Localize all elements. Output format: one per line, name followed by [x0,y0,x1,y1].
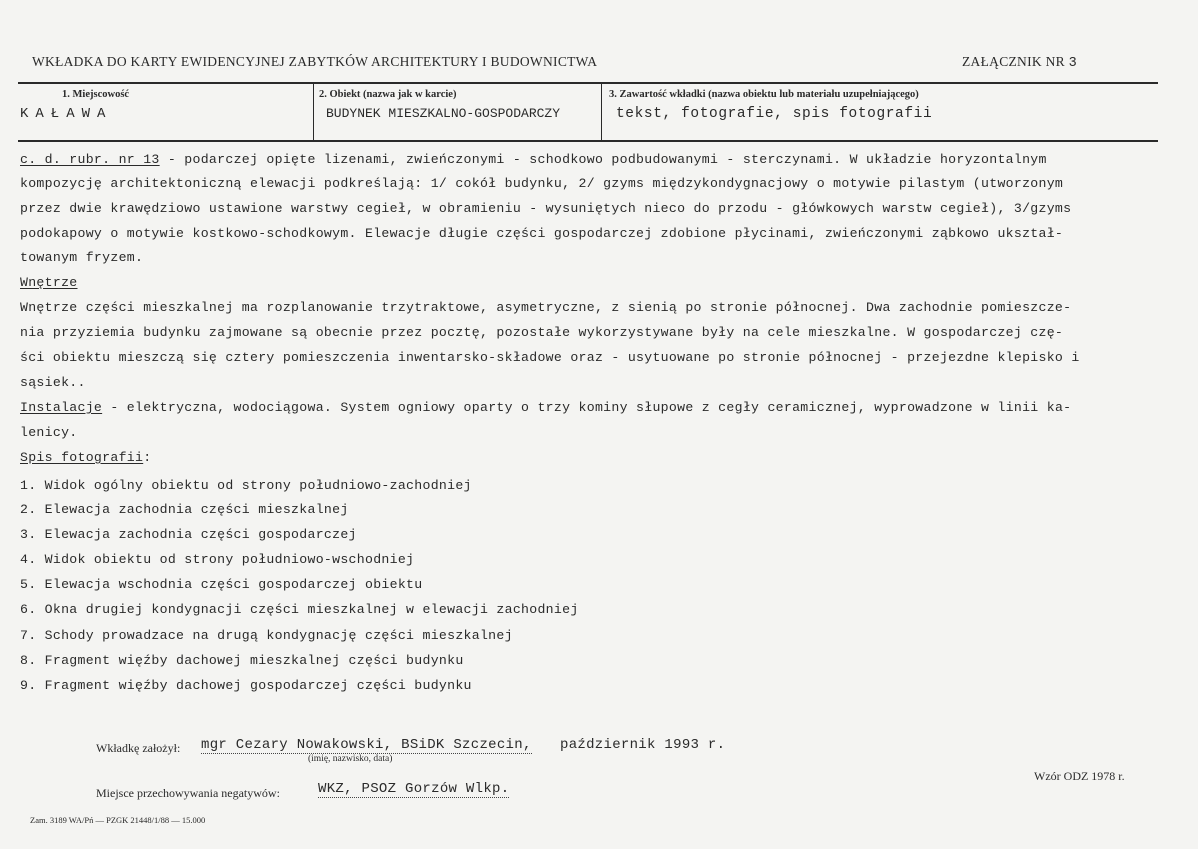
annex-label-text: ZAŁĄCZNIK NR [962,54,1065,69]
photo-item: 6. Okna drugiej kondygnacji części mieszkalnej w elewacji zachodniej [20,602,579,617]
author-value: mgr Cezary Nowakowski, BSiDK Szczecin, [201,737,532,753]
installations-line-2: lenicy. [20,425,78,440]
form-title: WKŁADKA DO KARTY EWIDENCYJNEJ ZABYTKÓW ARCHITEKTURY I BUDOWNICTWA [32,54,598,69]
photo-item: 9. Fragment więźby dachowej gospodarczej części budynku [20,678,472,693]
body-line-1 [20,152,1047,167]
negatives-label: Miejsce przechowywania negatywów: [96,786,280,800]
photo-item: 2. Elewacja zachodnia części mieszkalnej [20,502,349,517]
field-divider-2 [601,84,602,140]
body-line-4: podokapowy o motywie kostkowo-schodkowym. Elewacje długie części gospodarczej zdobione płycinami, zwieńczonymi ząbkowo ukształ- [20,226,1064,241]
installations-heading: Instalacje [20,400,103,415]
author-label: Wkładkę założył: [96,741,181,755]
photo-item: 8. Fragment więźby dachowej mieszkalnej części budynku [20,653,464,668]
contents-label: 3. Zawartość wkładki (nazwa obiektu lub materiału uzupełniającego) [609,89,919,100]
body-line-5: towanym fryzem. [20,250,144,265]
interior-line-2: nia przyziemia budynku zajmowane są obecnie przez pocztę, pozostałe wykorzystywane były na cele mieszkalne. W gospodarczej czę- [20,325,1064,340]
section-reference: c. d. rubr. nr 13 [20,152,160,167]
photo-item: 3. Elewacja zachodnia części gospodarczej [20,527,357,542]
photo-item: 4. Widok obiektu od strony południowo-wschodniej [20,552,415,567]
form-model: Wzór ODZ 1978 r. [1034,769,1125,783]
print-info: Zam. 3189 WA/Pń — PZGK 21448/1/88 — 15.000 [30,815,206,825]
author-hint: (imię, nazwisko, data) [308,754,393,764]
contents-value: tekst, fotografie, spis fotografii [616,106,933,122]
interior-line-1: Wnętrze części mieszkalnej ma rozplanowanie trzytraktowe, asymetryczne, z sienią po stronie północnej. Dwa zachodnie pomieszcze- [20,300,1072,315]
negatives-value: WKZ, PSOZ Gorzów Wlkp. [318,781,510,797]
object-label: 2. Obiekt (nazwa jak w karcie) [319,89,457,100]
installations-line-1 [20,400,1071,415]
photo-item: 7. Schody prowadzace na drugą kondygnację części mieszkalnej [20,628,513,643]
locality-label: 1. Miejscowość [62,89,130,100]
interior-line-4: sąsiek.. [20,375,86,390]
annex-label [962,54,1077,71]
interior-line-3: ści obiektu mieszczą się cztery pomieszczenia inwentarsko-składowe oraz - usytuowane po stronie północnej - przejezdne klepisko i [20,350,1080,365]
author-date: październik 1993 r. [560,737,726,753]
body-text: - podarczej opięte lizenami, zwieńczonymi - schodkowo podbudowanymi - sterczynami. W układzie horyzontalnym [159,152,1047,167]
annex-number: 3 [1068,56,1078,71]
photos-heading-colon: : [143,450,152,465]
fields-bottom-rule [18,140,1158,142]
field-divider-1 [313,84,314,140]
object-value: BUDYNEK MIESZKALNO-GOSPODARCZY [326,106,561,121]
interior-heading: Wnętrze [20,275,78,290]
photos-heading: Spis fotografii [20,450,144,465]
photos-heading-line [20,450,151,465]
photo-item: 5. Elewacja wschodnia części gospodarczej obiektu [20,577,423,592]
photo-item: 1. Widok ogólny obiektu od strony południowo-zachodniej [20,478,472,493]
installations-text: - elektryczna, wodociągowa. System ogniowy oparty o trzy kominy słupowe z cegły ceramicznej, wyprowadzone w linii ka- [102,400,1072,415]
body-line-2: kompozycję architektoniczną elewacji podkreślają: 1/ cokół budynku, 2/ gzyms międzykondygnacjowy o motywie pilastym (utworzonym [20,176,1064,191]
locality-value: KAŁAWA [20,106,113,122]
body-line-3: przez dwie krawędziowo ustawione warstwy cegieł, w obramieniu - wysuniętych nieco do przodu - główkowych warstw cegieł), 3/gzyms [20,201,1072,216]
header-rule [18,82,1158,84]
